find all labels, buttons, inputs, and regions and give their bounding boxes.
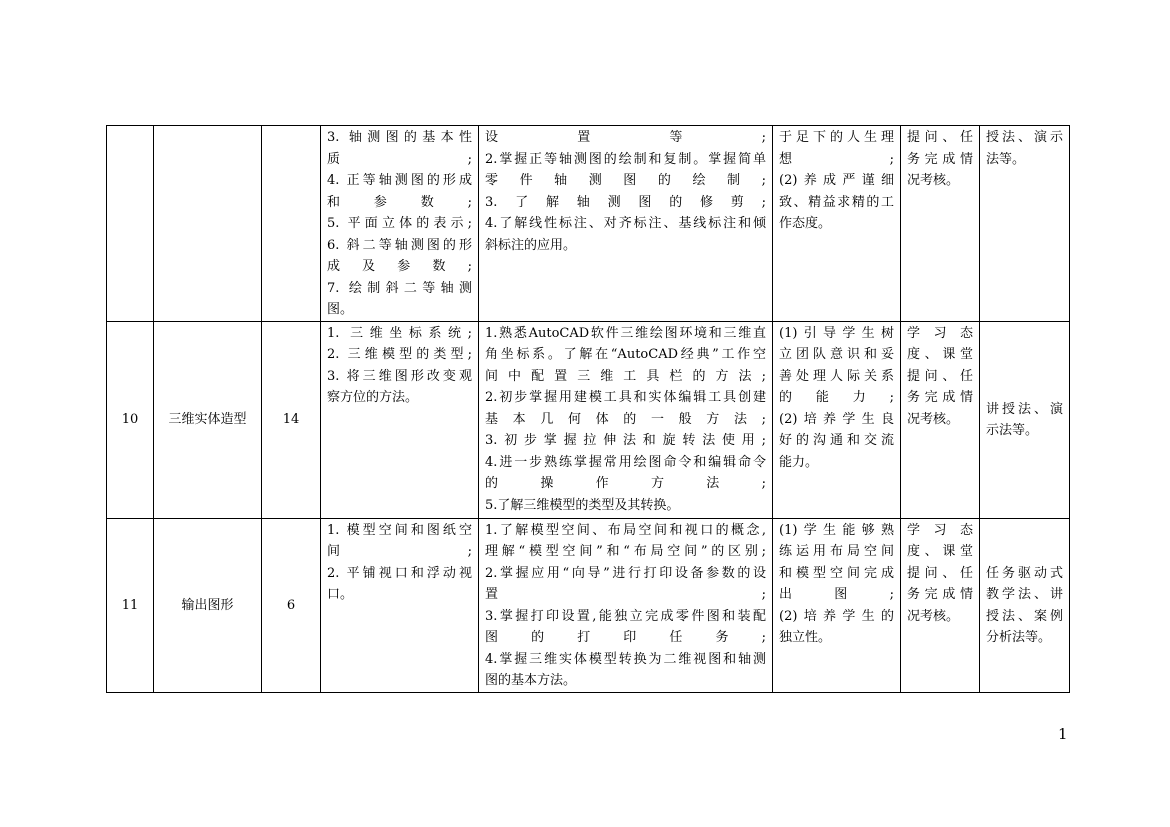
methods-cell	[980, 518, 1070, 692]
cell-line: 法等。	[986, 151, 1026, 167]
cell-line: 示法等。	[986, 423, 1039, 438]
requirements-cell	[479, 126, 773, 322]
cell-line: 5.了解三维模型的类型及其转换。	[485, 497, 680, 513]
cell-line: 务完成情	[907, 151, 973, 167]
cell-line: 的能力;	[779, 390, 894, 405]
cell-line: 立团队意识和妥	[779, 347, 894, 362]
cell-line: 作态度。	[779, 216, 832, 231]
hours-cell: 6	[262, 518, 321, 692]
cell-line: 授法、演示	[986, 130, 1063, 145]
table-row	[107, 126, 1070, 322]
cell-line: 察方位的方法。	[327, 390, 419, 405]
row-number-cell: 11	[107, 518, 154, 692]
cell-line: 5. 平面立体的表示;	[327, 216, 472, 231]
table-body	[107, 126, 1070, 693]
cell-line: 2.掌握正等轴测图的绘制和复制。掌握简单	[485, 151, 766, 167]
cell-line: 提问、任	[907, 368, 973, 384]
cell-line: 授法、案例	[986, 608, 1063, 624]
cell-line: 理解“模型空间”和“布局空间”的区别;	[485, 544, 766, 559]
cell-line: 况考核。	[907, 173, 960, 188]
cell-line: 度、课堂	[907, 544, 973, 559]
syllabus-table	[106, 125, 1070, 693]
cell-line: 4.了解线性标注、对齐标注、基线标注和倾	[485, 216, 766, 231]
cell-line: 3.了解轴测图的修剪;	[485, 194, 766, 210]
cell-line: 6. 斜二等轴测图的形	[327, 237, 472, 253]
cell-line: 斜标注的应用。	[485, 237, 577, 253]
cell-line: (2)培养学生良	[779, 411, 894, 427]
cell-line: 3.掌握打印设置,能独立完成零件图和装配	[485, 608, 766, 624]
page-number: 1	[1058, 725, 1068, 743]
cell-line: 零件轴测图的绘制;	[485, 173, 766, 188]
row-number-cell: 10	[107, 321, 154, 518]
cell-line: 想;	[779, 151, 894, 167]
cell-line: 提问、任	[907, 565, 973, 581]
cell-line: 学习态	[907, 522, 973, 538]
cell-line: 况考核。	[907, 608, 960, 624]
cell-line: 教学法、讲	[986, 587, 1063, 602]
cell-line: 设置等;	[485, 130, 766, 145]
assessment-cell	[901, 126, 980, 322]
cell-line: 质;	[327, 151, 472, 167]
ideology-cell	[773, 126, 901, 322]
requirements-cell	[479, 321, 773, 518]
methods-cell	[980, 126, 1070, 322]
ideology-cell	[773, 518, 901, 692]
cell-line: 度、课堂	[907, 347, 973, 362]
cell-line: 任务驱动式	[986, 565, 1063, 581]
cell-line: 出图;	[779, 587, 894, 602]
cell-line: 角坐标系。了解在“AutoCAD经典”工作空	[485, 347, 766, 362]
chapter-title-cell	[154, 126, 262, 322]
cell-line: 练运用布局空间	[779, 544, 894, 559]
assessment-cell	[901, 321, 980, 518]
cell-line: 图。	[327, 302, 354, 317]
cell-line: 2. 平铺视口和浮动视	[327, 565, 472, 581]
cell-line: (1)引导学生树	[779, 325, 894, 341]
content-cell	[321, 126, 479, 322]
cell-line: 间;	[327, 544, 472, 559]
row-number-cell	[107, 126, 154, 322]
cell-line: 1.熟悉AutoCAD软件三维绘图环境和三维直	[485, 325, 766, 341]
cell-line: 能力。	[779, 454, 819, 470]
chapter-title-cell: 输出图形	[154, 518, 262, 692]
content-cell	[321, 321, 479, 518]
cell-line: 务完成情	[907, 587, 973, 602]
cell-line: 基本几何体的一般方法;	[485, 411, 766, 427]
cell-line: 和参数;	[327, 194, 472, 210]
cell-line: 务完成情	[907, 390, 973, 405]
cell-line: 提问、任	[907, 130, 973, 145]
cell-line: 2.掌握应用“向导”进行打印设备参数的设	[485, 565, 766, 581]
cell-line: 致、精益求精的工	[779, 194, 894, 210]
cell-line: 3. 将三维图形改变观	[327, 368, 472, 384]
cell-line: 口。	[327, 587, 354, 602]
content-cell	[321, 518, 479, 692]
cell-line: 4.掌握三维实体模型转换为二维视图和轴测	[485, 651, 766, 667]
cell-line: 2. 三维模型的类型;	[327, 347, 472, 362]
cell-line: 3. 轴测图的基本性	[327, 130, 472, 145]
cell-line: 的操作方法;	[485, 476, 766, 491]
cell-line: (1)学生能够熟	[779, 522, 894, 538]
cell-line: 成及参数;	[327, 259, 472, 274]
cell-line: 图的基本方法。	[485, 673, 577, 688]
ideology-cell	[773, 321, 901, 518]
cell-line: 讲授法、演	[986, 401, 1063, 417]
cell-line: 图的打印任务;	[485, 630, 766, 645]
cell-line: 好的沟通和交流	[779, 433, 894, 448]
assessment-cell	[901, 518, 980, 692]
cell-line: 7. 绘制斜二等轴测	[327, 280, 472, 296]
cell-line: (2)培养学生的	[779, 608, 894, 624]
cell-line: 和模型空间完成	[779, 565, 894, 581]
cell-line: 1.了解模型空间、布局空间和视口的概念,	[485, 522, 766, 538]
table-row	[107, 518, 1070, 692]
hours-cell	[262, 126, 321, 322]
cell-line: 况考核。	[907, 411, 960, 427]
cell-line: 间中配置三维工具栏的方法;	[485, 368, 766, 384]
cell-line: (2)养成严谨细	[779, 173, 894, 188]
cell-line: 4. 正等轴测图的形成	[327, 173, 472, 188]
cell-line: 学习态	[907, 325, 973, 341]
hours-cell: 14	[262, 321, 321, 518]
cell-line: 2.初步掌握用建模工具和实体编辑工具创建	[485, 390, 766, 405]
cell-line: 独立性。	[779, 630, 832, 645]
cell-line: 4.进一步熟练掌握常用绘图命令和编辑命令	[485, 454, 766, 470]
cell-line: 3.初步掌握拉伸法和旋转法使用;	[485, 433, 766, 448]
cell-line: 置;	[485, 587, 766, 602]
cell-line: 1. 模型空间和图纸空	[327, 522, 472, 538]
cell-line: 于足下的人生理	[779, 130, 894, 145]
cell-line: 分析法等。	[986, 630, 1052, 645]
cell-line: 善处理人际关系	[779, 368, 894, 384]
chapter-title-cell: 三维实体造型	[154, 321, 262, 518]
methods-cell	[980, 321, 1070, 518]
cell-line: 1. 三维坐标系统;	[327, 325, 472, 341]
table-row	[107, 321, 1070, 518]
requirements-cell	[479, 518, 773, 692]
